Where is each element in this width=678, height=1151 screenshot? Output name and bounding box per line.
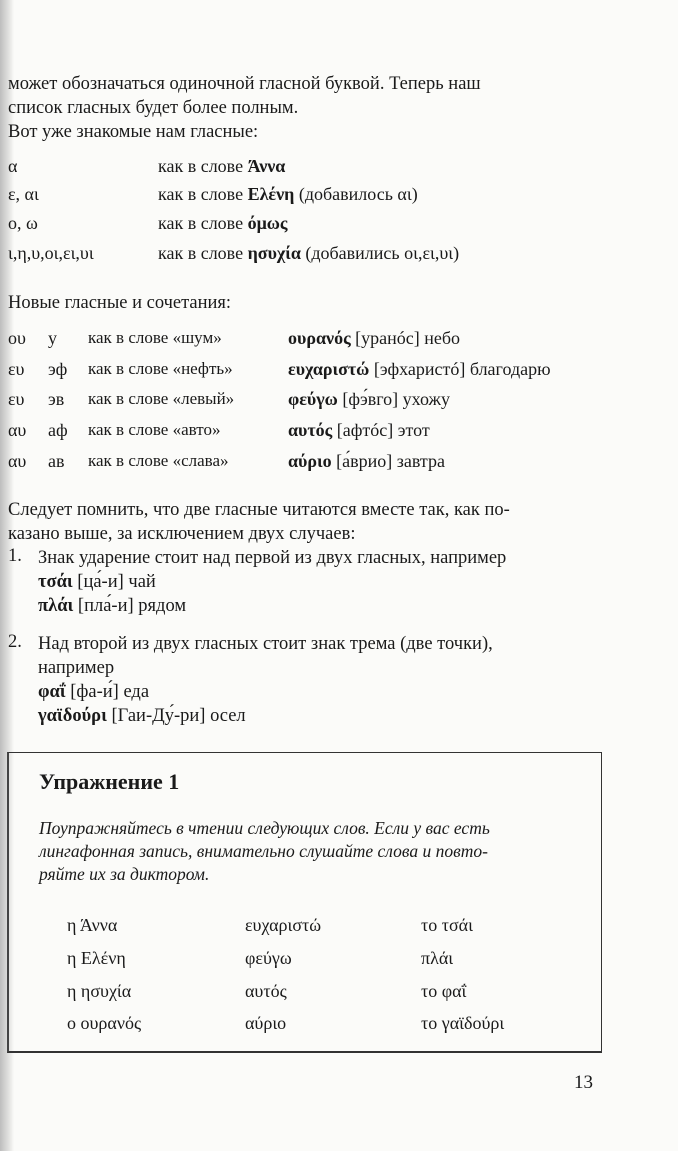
exception-text: Знак ударение стоит над первой из двух гласных, например <box>38 548 507 568</box>
page-number: 13 <box>574 1072 593 1093</box>
new-vowel-row: αυ аф как в слове «авто» αυτός [афтóс] этот <box>8 420 430 440</box>
new-vowel-row: ευ эв как в слове «левый» φεύγω [фэ́вго] ухожу <box>8 389 450 409</box>
new-vowel-row: αυ ав как в слове «слава» αύριο [а́врио] завтра <box>8 451 445 471</box>
vowel-example: как в слове Άννα <box>158 156 286 176</box>
known-vowel-row <box>8 243 608 269</box>
vowel-example: как в слове Ελένη (добавилось αι) <box>158 184 418 204</box>
exception-example: φαΐ [фа-и́] еда <box>38 682 150 702</box>
exception-text-cont: например <box>38 658 115 678</box>
intro-line-2: список гласных будет более полным. <box>8 98 299 118</box>
exception-number: 2. <box>8 632 22 652</box>
exception-example: γαϊδούρι [Гаи-Ду́-ри] осел <box>38 706 246 726</box>
exercise-instructions: Поупражняйтесь в чтении следующих слов. Если у вас есть лингафонная запись, внимательно слушайте слова и повто- ряйте их за диктором. <box>39 818 490 884</box>
rule-line-1: Следует помнить, что две гласные читаются вместе так, как по- <box>8 500 510 520</box>
vowel-example: как в слове όμως <box>158 213 288 233</box>
rule-line-2: казано выше, за исключением двух случаев: <box>8 524 356 544</box>
new-vowels-heading: Новые гласные и сочетания: <box>8 293 232 313</box>
exception-example: τσάι [ца́-и] чай <box>38 572 156 592</box>
intro-line-3: Вот уже знакомые нам гласные: <box>8 122 259 142</box>
exercise-word-row: η Άννα ευχαριστώ το τσάι <box>67 915 473 935</box>
new-vowel-row: ου у как в слове «шум» ουρανός [уранóс] небо <box>8 328 461 348</box>
exercise-word-row: ο ουρανός αύριο το γαϊδούρι <box>67 1013 505 1033</box>
exception-example: πλάι [пла́-и] рядом <box>38 596 187 616</box>
known-vowel-row <box>8 156 608 182</box>
vowel-letters: ο, ω <box>8 213 38 233</box>
vowel-example: как в слове ησυχία (добавились οι,ει,υι) <box>158 243 460 263</box>
new-vowel-row: ευ эф как в слове «нефть» ευχαριστώ [эфхаристó] благодарю <box>8 359 551 379</box>
exception-text: Над второй из двух гласных стоит знак трема (две точки), <box>38 634 493 654</box>
exception-number: 1. <box>8 546 22 566</box>
exercise-word-row: η ησυχία αυτός το φαΐ <box>67 981 467 1001</box>
exercise-box <box>7 752 602 1053</box>
vowel-letters: ι,η,υ,οι,ει,υι <box>8 243 94 263</box>
exercise-title: Упражнение 1 <box>39 769 180 794</box>
exercise-word-row: η Ελένη φεύγω πλάι <box>67 948 454 968</box>
known-vowel-row <box>8 213 608 239</box>
vowel-letters: α <box>8 156 18 176</box>
intro-line-1: может обозначаться одиночной гласной буквой. Теперь наш <box>8 74 481 94</box>
known-vowel-row <box>8 184 608 210</box>
vowel-letters: ε, αι <box>8 184 39 204</box>
